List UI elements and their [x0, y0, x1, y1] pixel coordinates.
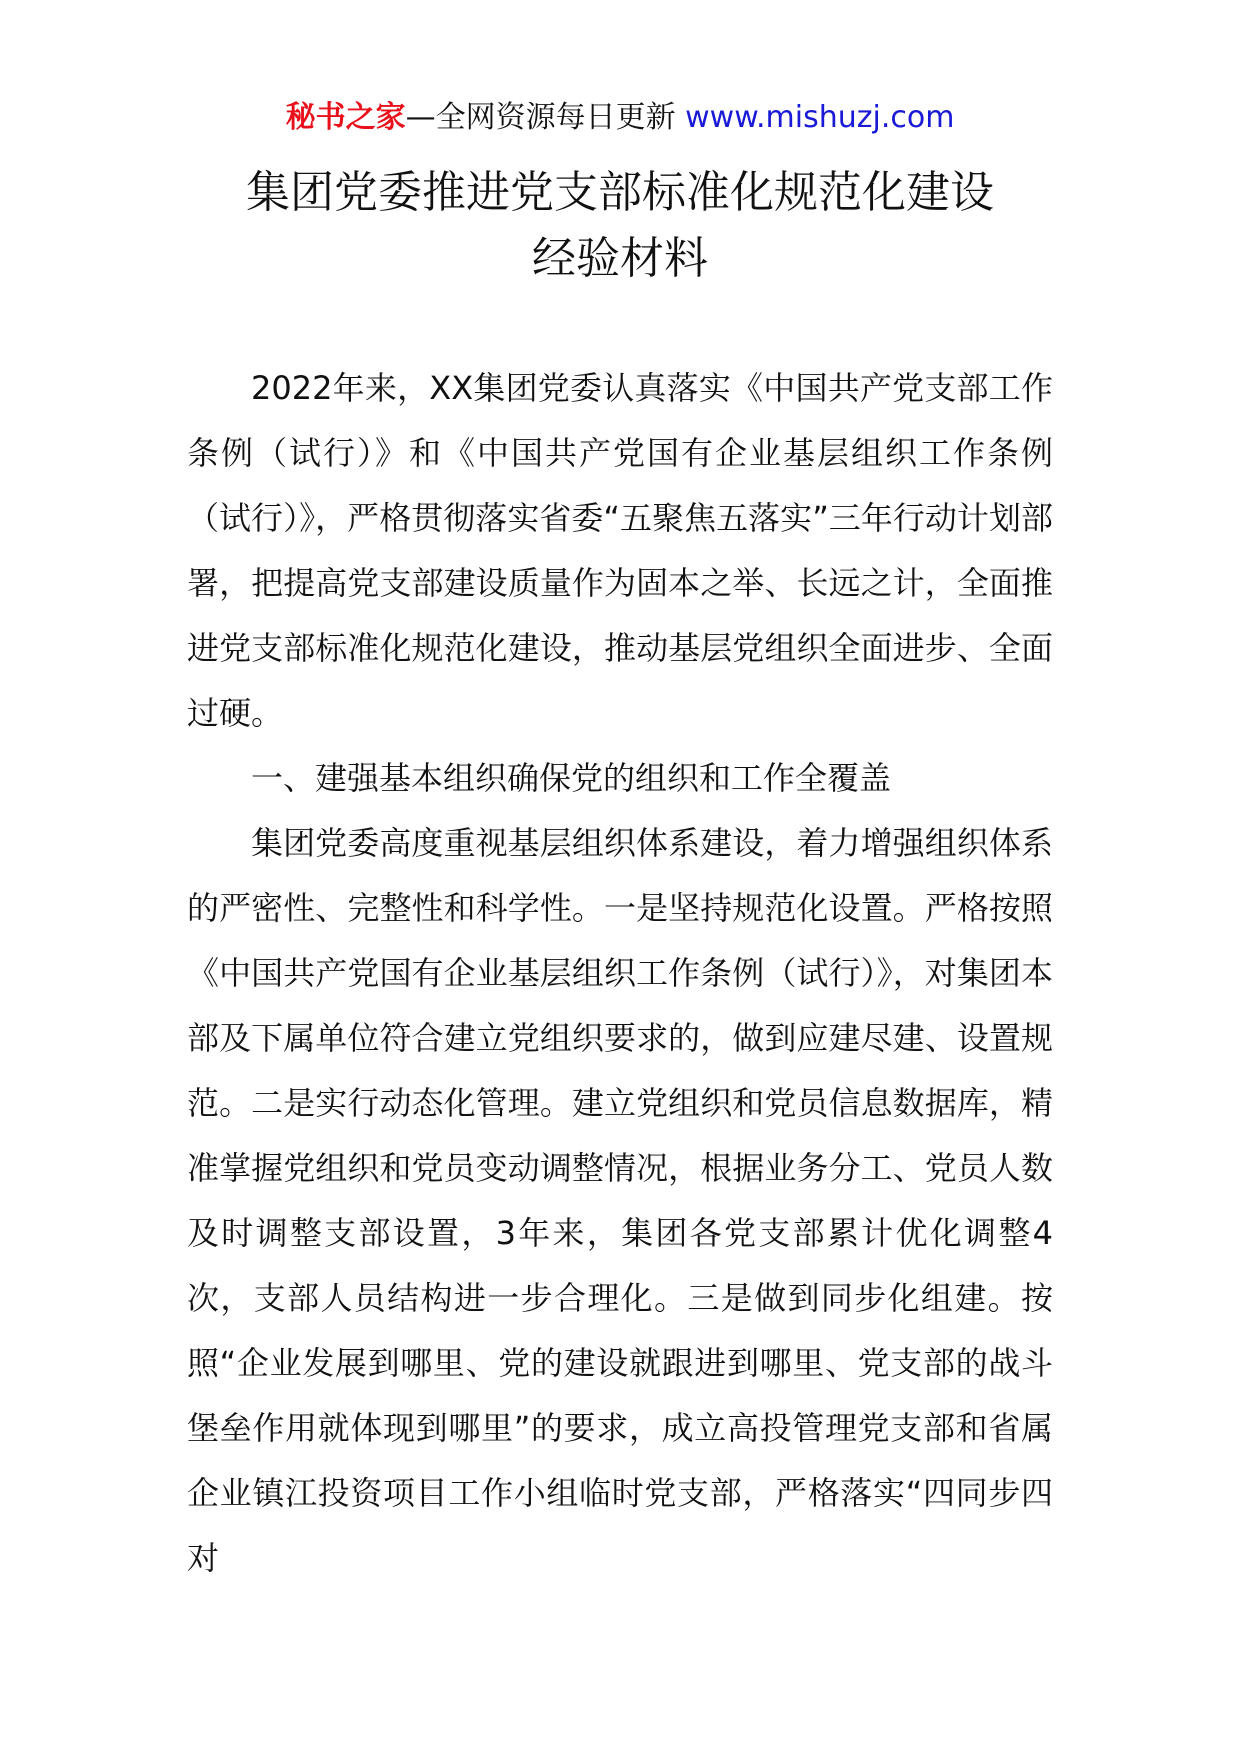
intro-paragraph: 2022年来，XX集团党委认真落实《中国共产党支部工作条例（试行）》和《中国共产党国有企业基层组织工作条例（试行）》，严格贯彻落实省委“五聚焦五落实”三年行动计划部署，把提高党支部建设质量作为固本之举、长远之计，全面推进党支部标准化规范化建设，推动基层党组织全面进步、全面过硬。 [187, 369, 1053, 732]
section-heading-1: 一、建强基本组织确保党的组织和工作全覆盖 [251, 759, 892, 797]
title-line-1: 集团党委推进党支部标准化规范化建设 [246, 167, 994, 218]
body-paragraph: 集团党委高度重视基层组织体系建设，着力增强组织体系的严密性、完整性和科学性。一是坚持规范化设置。严格按照《中国共产党国有企业基层组织工作条例（试行）》，对集团本部及下属单位符合建立党组织要求的，做到应建尽建、设置规范。二是实行动态化管理。建立党组织和党员信息数据库，精准掌握党组织和党员变动调整情况，根据业务分工、党员人数及时调整支部设置，3年来，集团各党支部累计优化调整4次，支部人员结构进一步合理化。三是做到同步化组建。按照“企业发展到哪里、党的建设就跟进到哪里、党支部的战斗堡垒作用就体现到哪里”的要求，成立高投管理党支部和省属企业镇江投资项目工作小组临时党支部，严格落实“四同步四对 [187, 824, 1053, 1577]
banner-tagline: —全网资源每日更新 [405, 100, 676, 135]
document-body [187, 356, 1053, 1591]
title-line-2: 经验材料 [532, 233, 708, 284]
website-link[interactable]: www.mishuzj.com [685, 100, 955, 135]
brand-name: 秘书之家 [285, 100, 406, 135]
header-banner [0, 98, 1240, 138]
document-title [0, 160, 1240, 292]
